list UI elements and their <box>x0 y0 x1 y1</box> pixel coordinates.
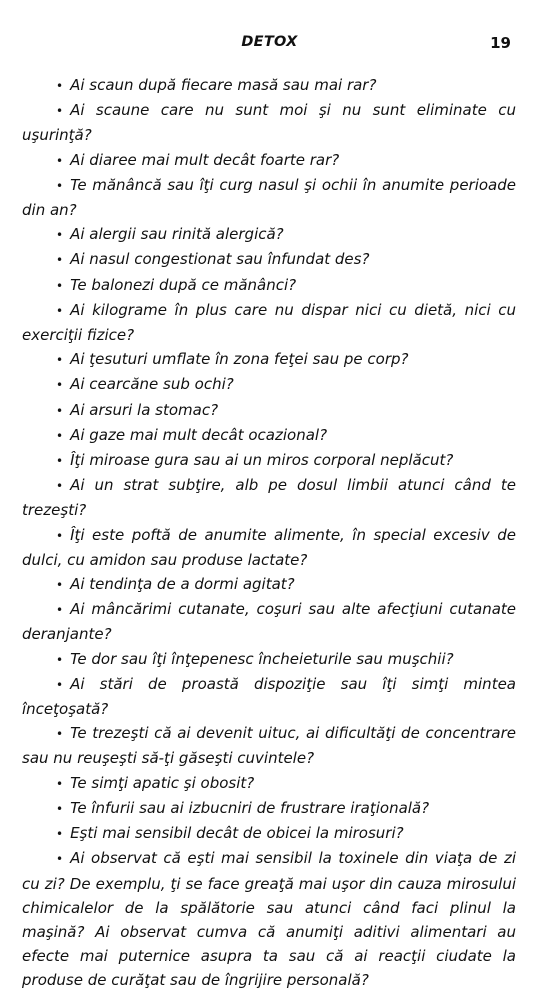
list-item-text: Ai diaree mai mult decât foarte rar? <box>70 150 340 169</box>
list-item <box>22 597 516 646</box>
list-item-text: Ai kilograme în plus care nu dispar nici cu dietă, nici cu exerciţii fizice? <box>22 300 516 345</box>
list-item <box>22 523 516 572</box>
bullet-icon: • <box>56 278 64 293</box>
bullet-icon: • <box>56 303 64 318</box>
list-item <box>22 173 516 222</box>
bullet-icon: • <box>56 428 64 443</box>
list-item <box>22 448 516 473</box>
bullet-icon: • <box>56 677 64 692</box>
list-item <box>22 73 516 98</box>
list-item-text: Ai arsuri la stomac? <box>70 400 219 419</box>
list-item-text: Te balonezi după ce mănânci? <box>70 275 297 294</box>
list-item <box>22 247 516 272</box>
bullet-icon: • <box>56 228 64 243</box>
list-item <box>22 796 516 821</box>
list-item <box>22 372 516 397</box>
list-item <box>22 473 516 522</box>
bullet-icon: • <box>56 104 64 119</box>
list-item-text: Te simţi apatic şi obosit? <box>70 773 255 792</box>
bullet-icon: • <box>56 454 64 469</box>
bullet-icon: • <box>56 776 64 791</box>
page-number: 19 <box>490 34 511 52</box>
bullet-icon: • <box>56 603 64 618</box>
list-item <box>22 398 516 423</box>
bullet-icon: • <box>56 403 64 418</box>
list-item <box>22 298 516 347</box>
list-item-text: Ai tendinţa de a dormi agitat? <box>70 575 295 594</box>
question-list <box>22 73 516 993</box>
list-item-text: Ai scaune care nu sunt moi şi nu sunt eliminate cu uşurinţă? <box>22 101 516 145</box>
list-item-text: Ai gaze mai mult decât ocazional? <box>70 425 328 444</box>
list-item-text: Eşti mai sensibil decât de obicei la mirosuri? <box>70 824 404 843</box>
running-header-title: DETOX <box>241 34 298 50</box>
bullet-icon: • <box>56 528 64 543</box>
list-item-text: Îţi este poftă de anumite alimente, în special excesiv de dulci, cu amidon sau produse lactate? <box>22 525 516 569</box>
list-item <box>22 647 516 672</box>
list-item-text: Ai alergii sau rinită alergică? <box>70 225 284 244</box>
bullet-icon: • <box>56 852 64 867</box>
list-item <box>22 572 516 597</box>
list-item <box>22 222 516 247</box>
list-item-text: Ai un strat subţire, alb pe dosul limbii atunci când te trezeşti? <box>22 476 516 520</box>
list-item <box>22 98 516 147</box>
list-item-text: Te dor sau îţi înţepenesc încheieturile sau muşchii? <box>70 649 454 668</box>
bullet-icon: • <box>56 178 64 193</box>
list-item-text: Ai scaun după fiecare masă sau mai rar? <box>70 76 377 94</box>
bullet-icon: • <box>56 652 64 667</box>
bullet-icon: • <box>56 253 64 268</box>
bullet-icon: • <box>56 79 64 93</box>
list-item-text: Ai mâncărimi cutanate, coşuri sau alte afecţiuni cutanate deranjante? <box>22 600 516 644</box>
bullet-icon: • <box>56 353 64 368</box>
bullet-icon: • <box>56 479 64 494</box>
list-item <box>22 148 516 173</box>
bullet-icon: • <box>56 727 64 742</box>
list-item-text: Îţi miroase gura sau ai un miros corporal neplăcut? <box>70 451 454 470</box>
list-item <box>22 821 516 846</box>
list-item <box>22 672 516 721</box>
list-item <box>22 721 516 770</box>
bullet-icon: • <box>56 153 64 168</box>
list-item <box>22 846 516 992</box>
list-item-text: Ai stări de proastă dispoziţie sau îţi simţi mintea înceţoşată? <box>22 674 516 719</box>
bullet-icon: • <box>56 378 64 393</box>
list-item <box>22 771 516 796</box>
list-item-text: Te înfurii sau ai izbucniri de frustrare iraţională? <box>70 798 430 817</box>
list-item-text: Ai cearcăne sub ochi? <box>70 375 234 394</box>
bullet-icon: • <box>56 827 64 842</box>
bullet-icon: • <box>56 578 64 593</box>
list-item <box>22 423 516 448</box>
list-item <box>22 347 516 372</box>
list-item-text: Te mănâncă sau îţi curg nasul şi ochii în anumite perioade din an? <box>22 175 516 220</box>
list-item-text: Ai nasul congestionat sau înfundat des? <box>70 250 370 269</box>
list-item-text: Te trezeşti că ai devenit uituc, ai dificultăţi de concentrare sau nu reuşeşti să-ţi găseşti cuvintele? <box>22 724 516 768</box>
list-item-text: Ai ţesuturi umflate în zona feţei sau pe corp? <box>70 350 409 369</box>
list-item <box>22 273 516 298</box>
list-item-text: Ai observat că eşti mai sensibil la toxinele din viaţa de zi cu zi? De exemplu, ţi se face greaţă mai uşor din cauza mirosului chimicalelor de la spălătorie sau atunci când faci plinul la maşină? Ai observat cumva că anumiţi aditivi alimentari au efecte mai puternice asupra ta sau că ai reacţii ciudate la produse de curăţat sau de îngrijire personală? <box>22 849 516 990</box>
bullet-icon: • <box>56 801 64 816</box>
